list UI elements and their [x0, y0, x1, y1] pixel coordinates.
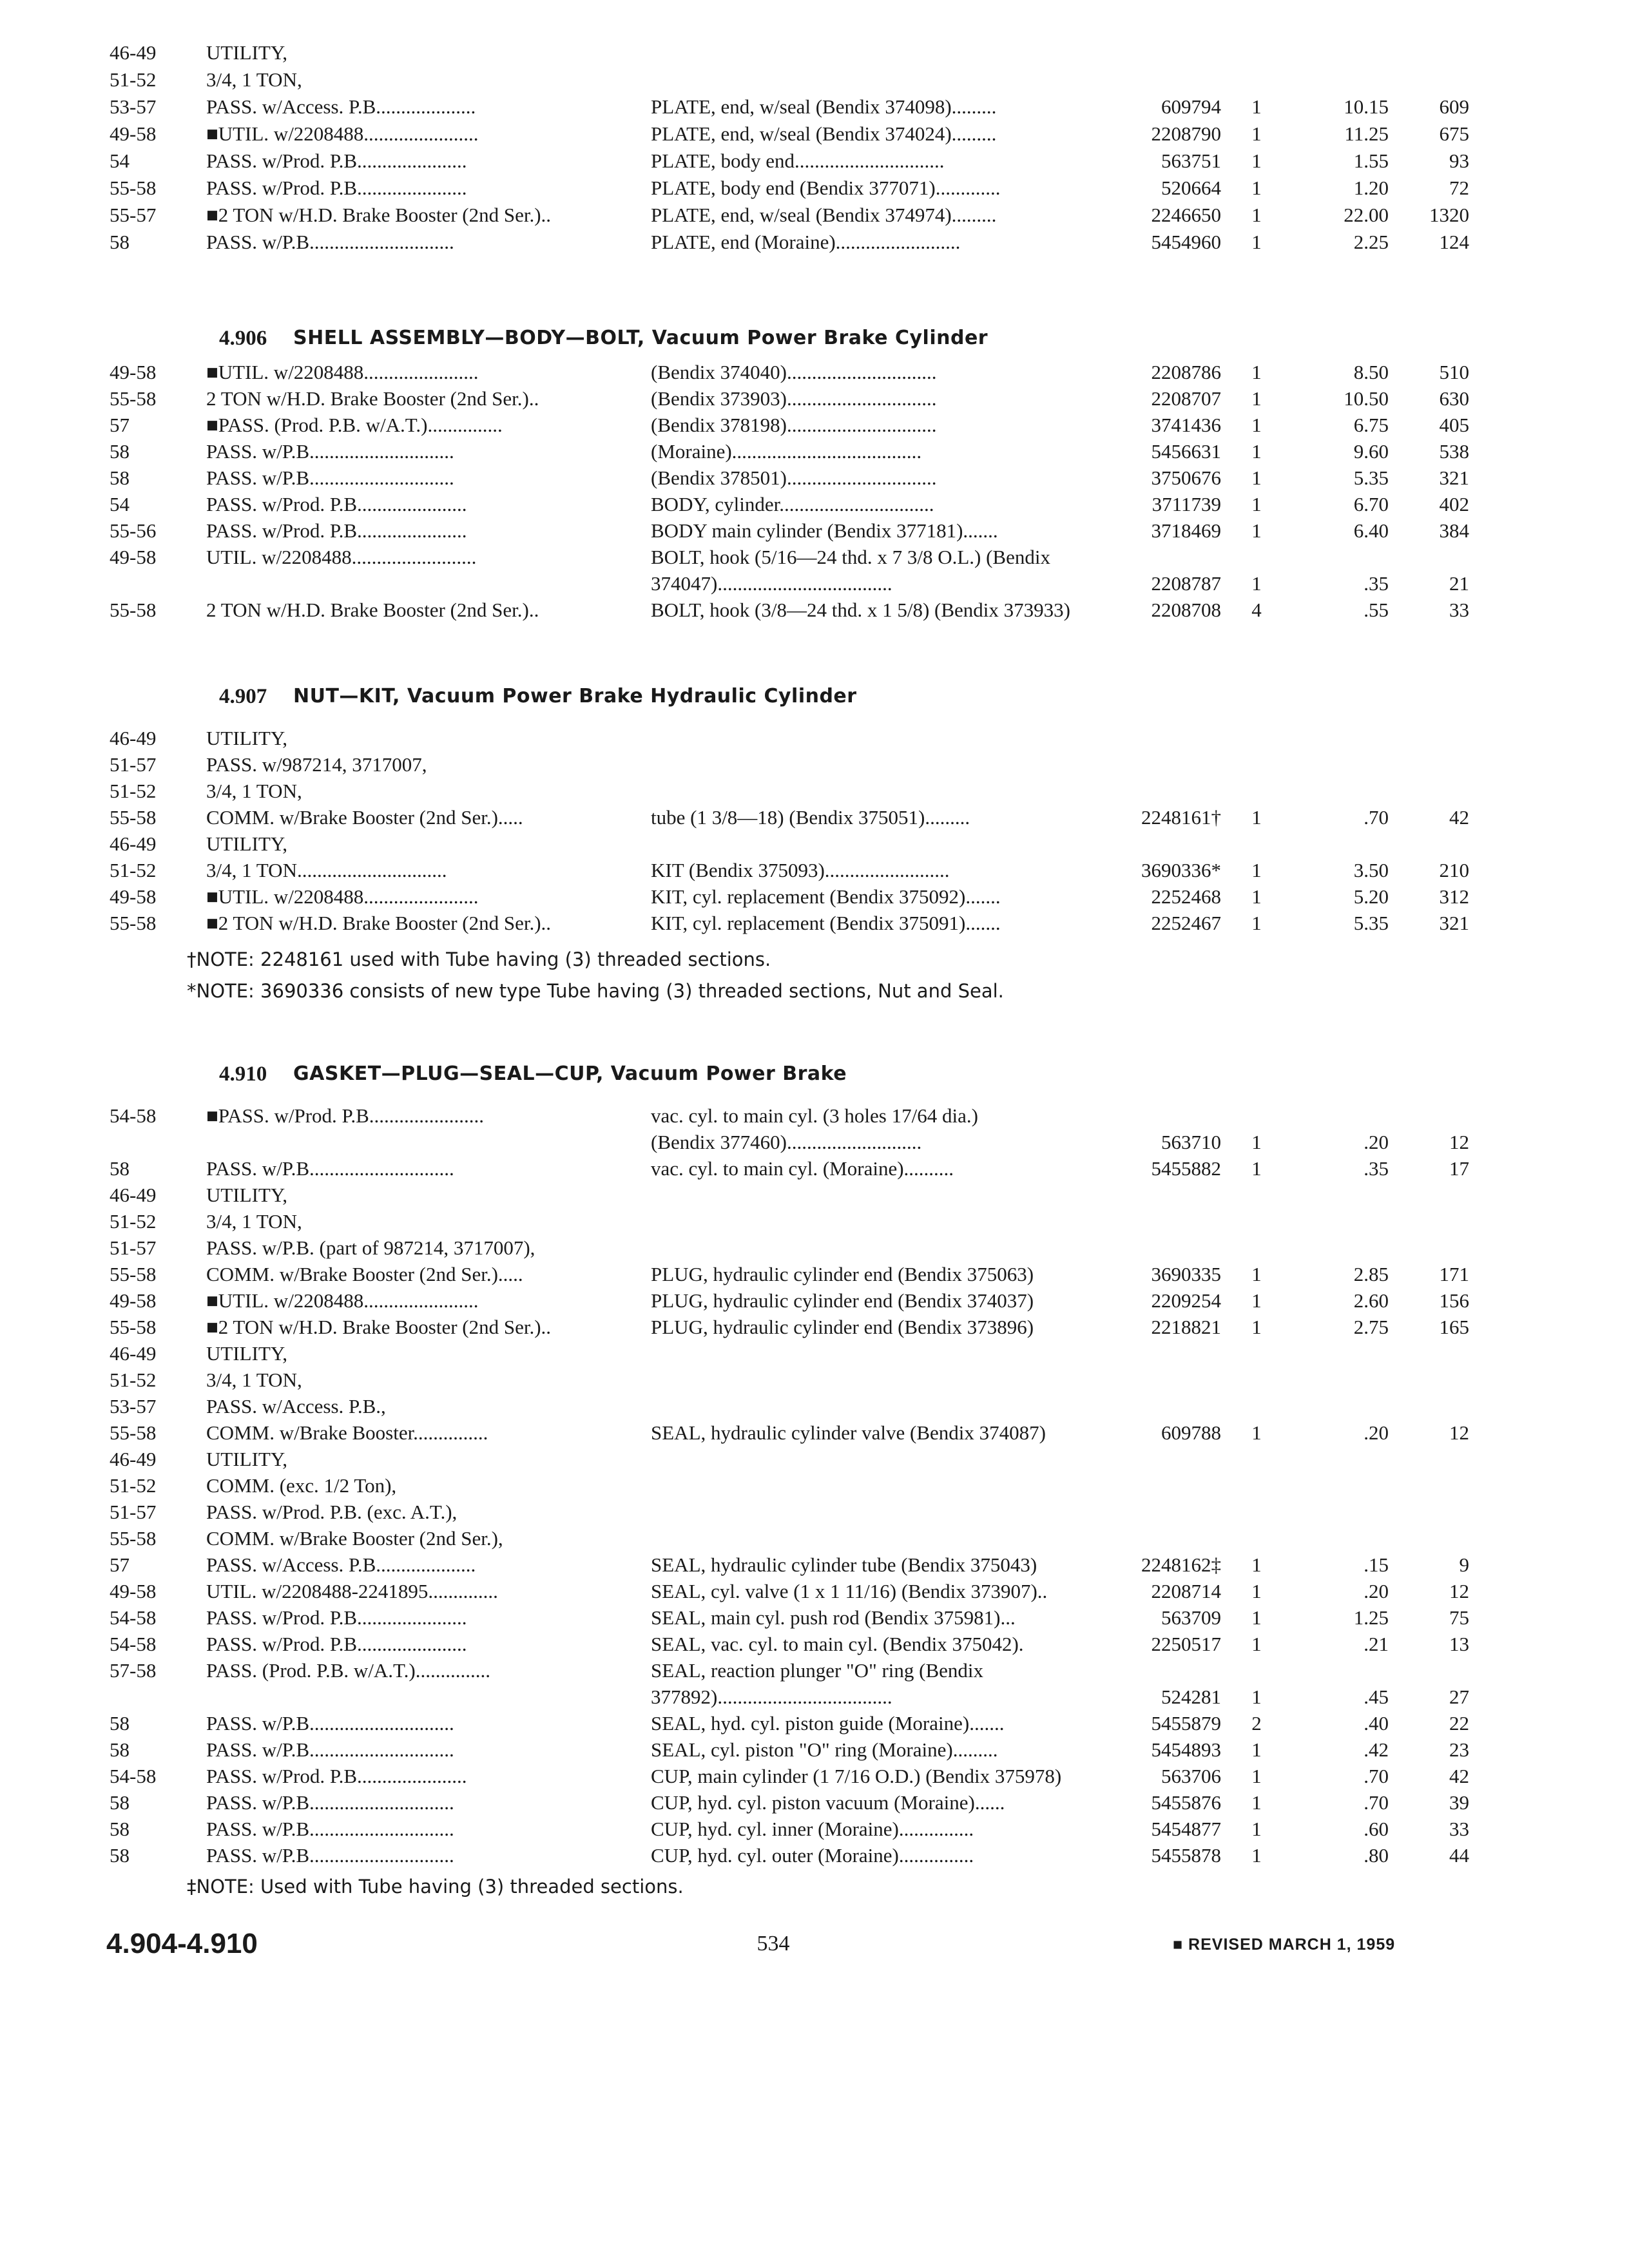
footnote: ‡NOTE: Used with Tube having (3) threaded sections.	[187, 1876, 684, 1898]
page-number: 534	[757, 1932, 790, 1956]
footnote: †NOTE: 2248161 used with Tube having (3) threaded sections.	[187, 948, 771, 970]
catalog-page: 46-49 UTILITY, 51-52 3/4, 1 TON, 53-57 PASS. w/Access. P.B.................... PLATE, end, w/seal (Bendix 374098)......... 609794 1 10.15 609 49-58 ■UTIL. w/2208488....................... PLATE, end, w/seal (Bendix 374024)......... 2208790 1 11.25 675 54 PASS. w/Prod. P.B...................... PLATE, body end.............................. 563751 1 1.55 93 55-58 PASS. w/Prod. P.B...................... PLATE, body end (Bendix 377071)............. 520664 1 1.20 72 55-57 ■2 TON w/H.D. Brake Booster (2nd Ser.).. PLATE, end, w/seal (Bendix 374974)......... 2246650 1 22.00 1320 58 PASS. w/P.B............................. PLATE, end (Moraine)......................... 5454960 1 2.25 124 4.906 SHELL ASSEMBLY—BODY—BOLT, Vacuum Power Brake Cylinder 49-58 ■UTIL. w/2208488....................... (Bendix 374040).............................. 2208786 1 8.50 510 55-58 2 TON w/H.D. Brake Booster (2nd Ser.).. (Bendix 373903).............................. 2208707 1 10.50 630 57 ■PASS. (Prod. P.B. w/A.T.)............... (Bendix 378198).............................. 3741436 1 6.75 405 58 PASS. w/P.B............................. (Moraine)...................................... 5456631 1 9.60 538 58 PASS. w/P.B............................. (Bendix 378501).............................. 3750676 1 5.35 321 54 PASS. w/Prod. P.B...................... BODY, cylinder............................... 3711739 1 6.70 402 55-56 PASS. w/Prod. P.B...................... BODY main cylinder (Bendix 377181)....... 3718469 1 6.40 384 49-58 UTIL. w/2208488......................... BOLT, hook (5/16—24 thd. x 7 3/8 O.L.) (Bendix 374047)................................... 2208787 1 .35 21 55-58 2 TON w/H.D. Brake Booster (2nd Ser.).. BOLT, hook (3/8—24 thd. x 1 5/8) (Bendix 373933) 2208708 4 .55 33 4.907 NUT—KIT, Vacuum Power Brake Hydraulic Cylinder 46-49 UTILITY, 51-57 PASS. w/987214, 3717007, 51-52 3/4, 1 TON, 55-58 COMM. w/Brake Booster (2nd Ser.)..... tube (1 3/8—18) (Bendix 375051)......... 2248161† 1 .70 42 46-49 UTILITY, 51-52 3/4, 1 TON.............................. KIT (Bendix 375093)......................... 3690336* 1 3.50 210 49-58 ■UTIL. w/2208488....................... KIT, cyl. replacement (Bendix 375092)....... 2252468 1 5.20 312 55-58 ■2 TON w/H.D. Brake Booster (2nd Ser.).. KIT, cyl. replacement (Bendix 375091)....... 2252467 1 5.35 321 †NOTE: 2248161 used with Tube having (3) threaded sections. *NOTE: 3690336 consists of new type Tube having (3) threaded sections, Nut and Seal. 4.910 GASKET—PLUG—SEAL—CUP, Vacuum Power Brake 54-58 ■PASS. w/Prod. P.B....................... vac. cyl. to main cyl. (3 holes 17/64 dia.) (Bendix 377460)........................... 563710 1 .20 12 58 PASS. w/P.B............................. vac. cyl. to main cyl. (Moraine).......... 5455882 1 .35 17 46-49 UTILITY, 51-52 3/4, 1 TON, 51-57 PASS. w/P.B. (part of 987214, 3717007), 55-58 COMM. w/Brake Booster (2nd Ser.)..... PLUG, hydraulic cylinder end (Bendix 375063) 3690335 1 2.85 171 49-58 ■UTIL. w/2208488....................... PLUG, hydraulic cylinder end (Bendix 374037) 2209254 1 2.60 156 55-58 ■2 TON w/H.D. Brake Booster (2nd Ser.).. PLUG, hydraulic cylinder end (Bendix 373896) 2218821 1 2.75 165 46-49 UTILITY, 51-52 3/4, 1 TON, 53-57 PASS. w/Access. P.B., 55-58 COMM. w/Brake Booster............... SEAL, hydraulic cylinder valve (Bendix 374087) 609788 1 .20 12 46-49 UTILITY, 51-52 COMM. (exc. 1/2 Ton), 51-57 PASS. w/Prod. P.B. (exc. A.T.), 55-58 COMM. w/Brake Booster (2nd Ser.), 57 PASS. w/Access. P.B.................... SEAL, hydraulic cylinder tube (Bendix 375043) 2248162‡ 1 .15 9 49-58 UTIL. w/2208488-2241895.............. SEAL, cyl. valve (1 x 1 11/16) (Bendix 373907).. 2208714 1 .20 12 54-58 PASS. w/Prod. P.B...................... SEAL, main cyl. push rod (Bendix 375981)... 563709 1 1.25 75 54-58 PASS. w/Prod. P.B...................... SEAL, vac. cyl. to main cyl. (Bendix 375042). 2250517 1 .21 13 57-58 PASS. (Prod. P.B. w/A.T.)............... SEAL, reaction plunger "O" ring (Bendix 377892)................................... 524281 1 .45 27 58 PASS. w/P.B............................. SEAL, hyd. cyl. piston guide (Moraine)....... 5455879 2 .40 22 58 PASS. w/P.B............................. SEAL, cyl. piston "O" ring (Moraine)......... 5454893 1 .42 23 54-58 PASS. w/Prod. P.B...................... CUP, main cylinder (1 7/16 O.D.) (Bendix 375978) 563706 1 .70 42 58 PASS. w/P.B............................. CUP, hyd. cyl. piston vacuum (Moraine)...... 5455876 1 .70 39 58 PASS. w/P.B............................. CUP, hyd. cyl. inner (Moraine)............... 5454877 1 .60 33 58 PASS. w/P.B............................. CUP, hyd. cyl. outer (Moraine)............... 5455878 1 .80 44 ‡NOTE: Used with Tube having (3) threaded sections. 4.904-4.910 534 ■ REVISED MARCH 1, 1959	[106, 41, 1469, 1959]
footnote: *NOTE: 3690336 consists of new type Tube having (3) threaded sections, Nut and Seal.	[187, 980, 1004, 1002]
section-range: 4.904-4.910	[106, 1928, 258, 1959]
revision-note: ■ REVISED MARCH 1, 1959	[1173, 1936, 1396, 1954]
